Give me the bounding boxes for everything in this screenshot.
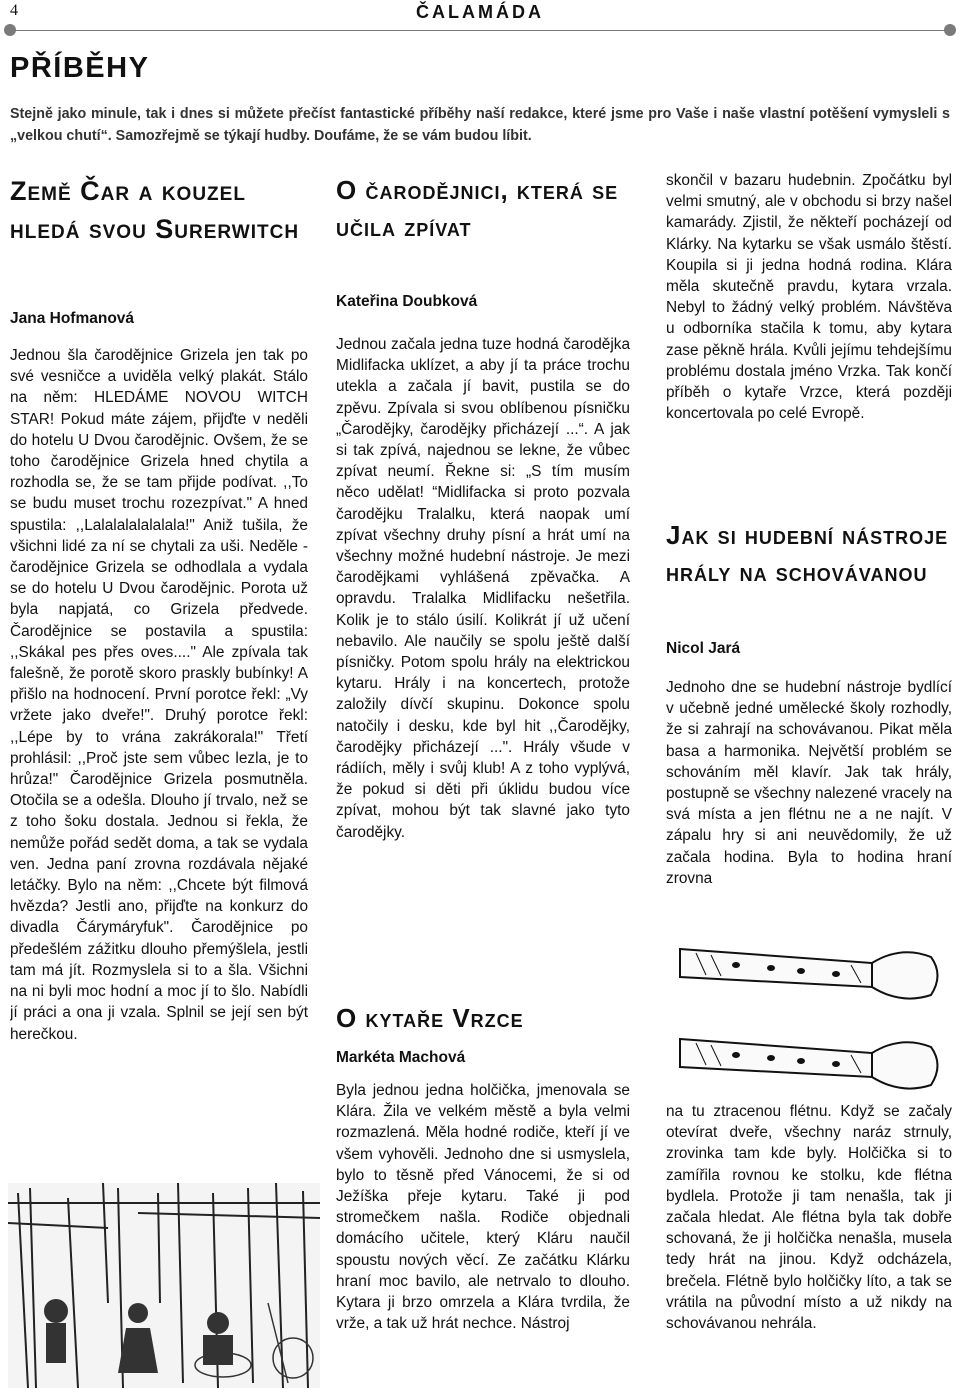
column-3	[666, 0, 952, 1392]
story-text-zeme: Jednou šla čarodějnice Grizela jen tak po své vesničce a uviděla velký plakát. Stálo na něm: HLEDÁME NOVOU WITCH STAR! Pokud máte zájem, přijďte v neděli do hotelu U Dvou čarodějnic. Ovšem, že se toho čarodějnice Grizela hned chytila a rozhodla se, že se tam přijde podívat. ,,To se budu muset trochu rozezpívat." A hned spustila: ,,Lalalalalalalala!" Aniž tušila, že všichni lidé za ní se chytali za uši. Neděle - čarodějnice Grizela se odhodlala a vydala se do hotelu U Dvou čarodějnic. Porota už byla napjatá, co Grizela předvede. Čarodějnice se postavila a spustila: ,,Skákal pes přes oves...." Ale zpívala tak falešně, že porotě skoro praskly bubínky! A přišlo na hodnocení. První porotce řekl: „Vy vržete jako dveře!". Druhý porotce řekl: ,,Lépe by to vrána zakrákorala!" Třetí prohlásil: ,,Proč jste sem vůbec lezla, je to hrůza!" Čarodějnice Grizela posmutněla. Otočila se a odešla. Dlouho jí trvalo, než se z toho šoku dostala. Jednou si řekla, že nemůže pořád sedět doma, a tak se vydala ven. Jedna paní zrovna rozdávala nějaké letáčky. Bylo na něm: ,,Chcete být filmová hvězda? Jestli ano, přijďte na konkurz do divadla Čárymáryfuk". Čarodějnice po předešlém zážitku dlouho přemýšlela, jestli tam má jít. Rozmyslela si to a šla. Všichni na ni byli moc hodní a moc jí to šlo. Nabídli jí práci a ona ji vzala. Splnil se její sen být herečkou.	[10, 347, 308, 1043]
column-2	[336, 0, 630, 1392]
story-text-kytare-part-2: skončil v bazaru hudebnin. Zpočátku byl velmi smutný, ale v obchodu si brzy našel kamarády. Zjistil, že někteří pocházejí od Klárky. Na kytarku se však usmálo štěstí. Koupila si ji jedna hodná rodina. Klára měla skutečně pravdu, kytara vrzala. Nebyl to žádný velký problém. Návštěva u odborníka stačila k tomu, aby kytara zase pěkně hrála. Kvůli jejímu tehdejšímu problému dostala jméno Vrzka. Tak končí příběh o kytaře Vrzce, která později koncertovala po celé Evropě.	[666, 172, 952, 423]
story-author-kytare: Markéta Machová	[336, 1049, 466, 1066]
story-text-nastroje-part-1: Jednoho dne se hudební nástroje bydlící v učebně jedné umělecké školy rozhodly, že si zahrají na schovávanou. Pikat měla basa a harmonika. Největší problém se schováním měl klavír. Jak tak hrály, postupně se všechny nalezené vracely na svá místa a jen flétnu ne a ne najít. V zápalu hry si ani neuvědomily, že už začala hodina. Byla to hodina hraní zrovna	[666, 679, 952, 887]
stage-drawing-image	[8, 1183, 320, 1388]
section-heading: PŘÍBĚHY	[10, 52, 150, 84]
flute-drawing-image	[676, 935, 950, 1095]
story-title-zeme: Země Čar a kouzel hledá svou Surerwitch	[10, 176, 300, 244]
story-author-carodejnice: Kateřina Doubková	[336, 293, 478, 310]
story-text-nastroje-part-2: na tu ztracenou flétnu. Když se začaly otevírat dveře, všechny naráz strnuly, zrovinka tam kde byly. Holčička si to zamířila rovnou ke stolku, kde flétna bydlela. Protože ji tam nenašla, tak ji začala hledat. Ale flétna byla tak dobře schovaná, že ji holčička nenašla, musela tedy hrát na jinou. Když odcházela, brečela. Flétně bylo holčičky líto, a tak se vrátila na původní místo a už nikdy na schovávanou nehrála.	[666, 1103, 952, 1333]
section-intro: Stejně jako minule, tak i dnes si můžete přečíst fantastické příběhy naší redakce, které jsme pro Vaše i naše vlastní potěšení vymysleli s „velkou chutí“. Samozřejmě se týkají hudby. Doufáme, že se vám budou líbit.	[10, 106, 950, 144]
story-title-carodejnice: O čarodějnici, která se učila zpívat	[336, 175, 619, 242]
story-author-zeme: Jana Hofmanová	[10, 310, 135, 327]
story-text-kytare-part-1: Byla jednou jedna holčička, jmenovala se Klára. Žila ve velkém městě a byla velmi rozmazlená. Měla hodné rodiče, kteří jí ve všem vyhověli. Jednoho dne si usmyslela, bylo to těsně před Vánocemi, že si od Ježíška přeje kytaru. Také ji pod stromečkem našla. Rodiče objednali domácího učitele, který Kláru naučil spoustu nových věcí. Ze začátku Klárku hraní moc bavilo, ale netrvalo to dlouho. Kytara ji brzo omrzela a Klára tvrdila, že vrže, a tak už hrát nechce. Nástroj	[336, 1082, 630, 1333]
page-number: 4	[10, 2, 18, 19]
magazine-title: ČALAMÁDA	[416, 2, 544, 22]
story-title-nastroje: Jak si hudební nástroje hrály na schovávanou	[666, 520, 949, 587]
story-text-carodejnice: Jednou začala jedna tuze hodná čarodějka Midlifacka uklízet, a aby jí ta práce trochu utekla a začala jí bavit, pustila se do zpěvu. Zpívala si svou oblíbenou písničku „Čarodějky, čarodějky přicházejí ...“. A jak si tak zpívá, najednou se lekne, že vůbec zpívat neumí. Řekne si: „S tím musím něco udělat! “Midlifacka si proto pozvala čarodějku Tralalku, která naopak umí zpívat všechny druhy písní a hrát umí na všechny možné hudební nástroje. Je mezi čarodějkami vyhlášená zpěvačka. A opravdu. Tralalka Midlifacku nešetřila. Kolik je to stálo úsilí. Kolikrát jí už učení nebavilo. Ale naučily se spolu ještě další písničky. Potom spolu hrály na elektrickou kytaru. Hrály i na koncertech, protože založily dívčí skupinu. Dokonce spolu natočily i desku, kde byl hit ,,Čarodějky, čarodějky přicházejí ...". Hrály všude v rádiích, měly i svůj klub! A z toho vyplývá, že pokud si děti při úklidu budou více zpívat, mohou být tak slavné jako tyto čarodějky.	[336, 336, 630, 841]
story-author-nastroje: Nicol Jará	[666, 640, 741, 657]
story-title-kytare: O kytaře Vrzce	[336, 1003, 524, 1033]
